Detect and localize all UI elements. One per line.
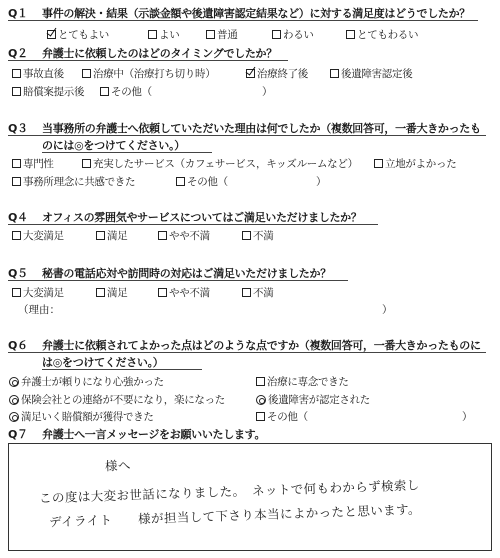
q3-option-3[interactable]: 立地がよかった (374, 156, 456, 171)
checkbox[interactable] (12, 288, 21, 297)
checkbox[interactable] (330, 69, 339, 78)
q6-option-2[interactable]: 治療に専念できた (256, 374, 349, 389)
q1-option-1[interactable]: とてもよい (47, 27, 109, 42)
q2-option-2[interactable]: 治療中（治療打ち切り時） (82, 66, 215, 81)
q6-option-4[interactable]: 後遺障害が認定された (256, 392, 370, 407)
q2-option-4[interactable]: 後遺障害認定後 (330, 66, 412, 81)
q1-divider (8, 20, 478, 21)
checkbox[interactable] (82, 69, 91, 78)
q4-title (8, 209, 362, 225)
q1-option-5[interactable]: とてもわるい (346, 27, 418, 42)
checkbox[interactable] (12, 69, 21, 78)
q2-option-1[interactable]: 事故直後 (12, 66, 64, 81)
q5-option-1[interactable]: 大変満足 (12, 285, 64, 300)
q4-option-4[interactable]: 不満 (242, 228, 273, 243)
checkbox[interactable] (12, 231, 21, 240)
q2-close-paren: ） (262, 86, 273, 98)
q6-divider-1 (8, 352, 486, 353)
q3-divider-1 (8, 135, 486, 136)
q7-title (8, 426, 265, 442)
q3-option-1[interactable]: 専門性 (12, 156, 54, 171)
handwritten-addressee: 様へ (104, 457, 132, 474)
q6-question-line2: は◎をつけてください。） (42, 356, 164, 369)
checkbox[interactable] (12, 177, 21, 186)
q1-number: Q１ (8, 7, 28, 20)
q3-option-5[interactable]: その他（ (176, 174, 228, 189)
checkbox[interactable] (158, 288, 167, 297)
q4-number: Q４ (8, 211, 28, 224)
q4-option-2[interactable]: 満足 (96, 228, 127, 243)
checkbox[interactable] (246, 69, 255, 78)
q2-option-6[interactable]: その他（ (100, 84, 152, 99)
checkbox[interactable] (272, 30, 281, 39)
q4-divider (8, 224, 378, 225)
double-circle-icon[interactable] (9, 395, 19, 405)
q3-divider-2 (42, 152, 212, 153)
q2-option-3[interactable]: 治療終了後 (246, 66, 308, 81)
q5-close-paren: ） (382, 304, 393, 316)
q6-option-3[interactable]: 保険会社との連絡が不要になり，楽になった (9, 392, 225, 407)
double-circle-icon[interactable] (9, 377, 19, 387)
q3-close-paren: ） (316, 176, 327, 188)
q6-divider-2 (42, 369, 202, 370)
q4-option-1[interactable]: 大変満足 (12, 228, 64, 243)
checkbox[interactable] (100, 87, 109, 96)
q3-title-line1 (8, 120, 481, 136)
q6-option-5[interactable]: 満足いく賠償額が獲得できた (9, 409, 154, 424)
q7-question: 弁護士へ一言メッセージをお願いいたします。 (42, 428, 266, 441)
q1-question: 事件の解決・結果（示談金額や後遺障害認定結果など）に対する満足度はどうでしたか？ (42, 7, 470, 20)
q5-title (8, 265, 331, 281)
q6-option-6[interactable]: その他（ (256, 409, 308, 424)
checkbox[interactable] (47, 30, 56, 39)
handwritten-message-line2: デイライト 様が担当して下さり本当によかったと思います。 (48, 501, 422, 530)
handwritten-message-line1: この度は大変お世話になりました。 ネットで何もわからず検索し (38, 477, 420, 506)
q2-question: 弁護士に依頼したのはどのタイミングでしたか？ (42, 47, 277, 60)
q1-option-2[interactable]: よい (148, 27, 179, 42)
q5-option-4[interactable]: 不満 (242, 285, 273, 300)
q5-divider (8, 280, 348, 281)
checkbox[interactable] (256, 377, 265, 386)
q6-title-line1 (8, 337, 481, 353)
q7-number: Q７ (8, 428, 28, 441)
q5-number: Q５ (8, 267, 28, 280)
double-circle-icon[interactable] (9, 412, 19, 422)
q1-option-3[interactable]: 普通 (206, 27, 237, 42)
q6-option-1[interactable]: 弁護士が頼りになり心強かった (9, 374, 164, 389)
q3-option-4[interactable]: 事務所理念に共感できた (12, 174, 135, 189)
checkbox[interactable] (148, 30, 157, 39)
q5-option-2[interactable]: 満足 (96, 285, 127, 300)
checkbox[interactable] (176, 177, 185, 186)
q7-message-box[interactable] (8, 443, 492, 551)
checkbox[interactable] (12, 87, 21, 96)
checkbox[interactable] (96, 288, 105, 297)
q1-title (8, 5, 470, 21)
q4-question: オフィスの雰囲気やサービスについてはご満足いただけましたか？ (42, 211, 362, 224)
q3-number: Q３ (8, 122, 28, 135)
q2-number: Q２ (8, 47, 28, 60)
checkbox[interactable] (346, 30, 355, 39)
q3-question-line1: 当事務所の弁護士へ依頼していただいた理由は何でしたか（複数回答可，一番大きかったも (42, 122, 481, 135)
checkbox[interactable] (242, 288, 251, 297)
q2-option-5[interactable]: 賠償案提示後 (12, 84, 84, 99)
q5-reason-label: （理由： (18, 304, 60, 316)
q2-title (8, 45, 277, 61)
q6-number: Q６ (8, 339, 28, 352)
q5-option-3[interactable]: やや不満 (158, 285, 210, 300)
checkbox[interactable] (82, 159, 91, 168)
q4-option-3[interactable]: やや不満 (158, 228, 210, 243)
q6-close-paren: ） (462, 411, 473, 423)
checkbox[interactable] (374, 159, 383, 168)
q6-question-line1: 弁護士に依頼されてよかった点はどのような点ですか（複数回答可，一番大きかったものに (42, 339, 481, 352)
checkbox[interactable] (158, 231, 167, 240)
q5-question: 秘書の電話応対や訪問時の対応はご満足いただけましたか？ (42, 267, 331, 280)
checkbox[interactable] (256, 412, 265, 421)
checkbox[interactable] (242, 231, 251, 240)
checkbox[interactable] (96, 231, 105, 240)
q3-option-2[interactable]: 充実したサービス（カフェサービス，キッズルームなど） (82, 156, 358, 171)
q3-question-line2: のには◎をつけてください。） (42, 139, 185, 152)
checkbox[interactable] (206, 30, 215, 39)
checkbox[interactable] (12, 159, 21, 168)
double-circle-icon[interactable] (256, 395, 266, 405)
q2-divider (8, 60, 288, 61)
q1-option-4[interactable]: わるい (272, 27, 314, 42)
